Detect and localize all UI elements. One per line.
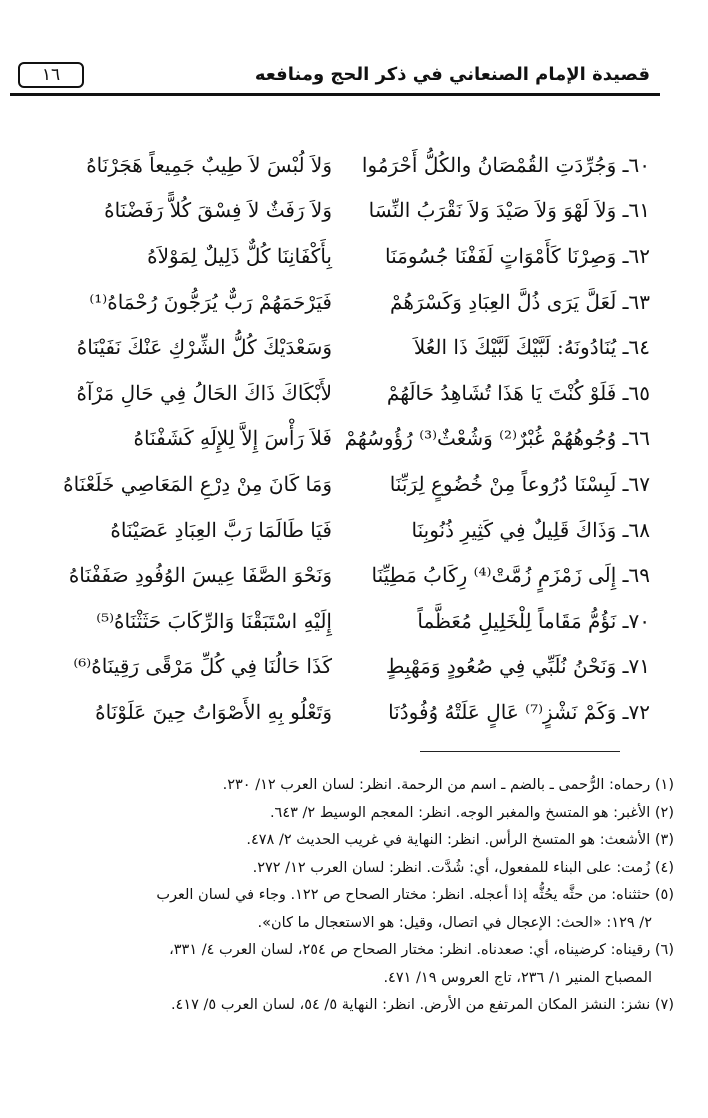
footnote-separator	[420, 751, 620, 752]
verse-first-hemistich: ٧٢ـ وَكَمْ نَشْزٍ⁽⁷⁾ عَالٍ عَلَتْهُ وُفُودُنَا	[388, 699, 650, 724]
verse-60	[50, 142, 650, 188]
verse-first-hemistich: ٦٩ـ إِلَى زَمْزَمٍ زُمَّتْ⁽⁴⁾ رِكَابُ مَطِيِّنَا	[371, 563, 650, 588]
footnote-3: (٣) الأشعث: هو المتسخ الرأس. انظر: النهاية في غريب الحديث ٢/ ٤٧٨.	[246, 832, 674, 848]
verse-first-hemistich: ٧٠ـ نَؤُمُّ مَقَاماً لِلْخَلِيلِ مُعَظَّماً	[417, 608, 650, 633]
page-header	[10, 58, 650, 96]
verse-first-hemistich: ٦٦ـ وُجُوهُهُمْ غُبْرٌ⁽²⁾ وَشُعْثٌ⁽³⁾ رُؤُوسُهُمْ	[344, 426, 650, 451]
footnote-5-continued: ٢/ ١٢٩: «الحث: الإعجال في اتصال، وقيل: هو الاستعجال ما كان».	[257, 914, 652, 931]
verse-63	[50, 279, 650, 325]
verse-64	[50, 324, 650, 370]
verse-second-hemistich: وَتَعْلُو بِهِ الأَصْوَاتُ حِينَ عَلَوْنَاهُ	[95, 699, 332, 724]
verse-70	[50, 598, 650, 644]
footnotes	[30, 772, 674, 1020]
verse-67	[50, 461, 650, 507]
verse-second-hemistich: كَذَا حَالُنَا فِي كُلِّ مَرْقًى رَقِينَاهُ⁽⁶⁾	[73, 654, 332, 679]
verse-first-hemistich: ٦٧ـ لَبِسْنَا دُرُوعاً مِنْ خُضُوعٍ لِرَبِّنَا	[389, 471, 650, 496]
footnote-6-continued: المصباح المنير ١/ ٢٣٦، تاج العروس ١٩/ ٤٧١.	[383, 969, 652, 986]
verse-second-hemistich: إِلَيْهِ اسْتَبَقْنَا وَالرِّكَابَ حَثَثْنَاهُ⁽⁵⁾	[96, 608, 332, 633]
verse-first-hemistich: ٦٥ـ فَلَوْ كُنْتَ يَا هَذَا تُشَاهِدُ حَالَهُمْ	[386, 380, 650, 405]
verse-first-hemistich: ٦٣ـ لَعَلَّ يَرَى ذُلَّ العِبَادِ وَكَسْرَهُمْ	[390, 289, 650, 314]
verse-second-hemistich: وَسَعْدَيْكَ كُلُّ الشِّرْكِ عَنْكَ نَفَيْنَاهُ	[76, 335, 332, 360]
verse-second-hemistich: فَلاَ رَأْسَ إِلاَّ لِلإِلَهِ كَشَفْنَاهُ	[133, 426, 332, 451]
verse-second-hemistich: فَيَا طَالَمَا رَبَّ العِبَادِ عَصَيْنَاهُ	[110, 517, 332, 542]
verse-62	[50, 233, 650, 279]
footnote-1: (١) رحماه: الرُّحمى ـ بالضم ـ اسم من الرحمة. انظر: لسان العرب ١٢/ ٢٣٠.	[222, 777, 674, 793]
footnote-6: (٦) رقيناه: كرضيناه، أي: صعدناه. انظر: مختار الصحاح ص ٢٥٤، لسان العرب ٤/ ٣٣١،	[169, 942, 674, 958]
verse-first-hemistich: ٦٠ـ وَجُرِّدَتِ القُمْصَانُ والكُلُّ أَحْرَمُوا	[361, 152, 650, 177]
verse-second-hemistich: وَنَحْوَ الصَّفَا عِيسَ الوُفُودِ صَفَفْنَاهُ	[68, 563, 332, 588]
footnote-2: (٢) الأغبر: هو المتسخ والمغبر الوجه. انظر: المعجم الوسيط ٢/ ٦٤٣.	[269, 804, 674, 821]
page-number: ١٦	[18, 62, 84, 88]
verse-first-hemistich: ٦٤ـ يُنَادُونَهُ: لَبَّيْكَ لَبَّيْكَ ذَا العُلاَ	[413, 335, 650, 360]
footnote-7: (٧) نشز: النشز المكان المرتفع من الأرض. انظر: النهاية ٥/ ٥٤، لسان العرب ٥/ ٤١٧.	[170, 997, 674, 1013]
verse-second-hemistich: وَلاَ رَفَثٌ لاَ فِسْقَ كُلاًّ رَفَضْنَاهُ	[104, 198, 332, 223]
verse-first-hemistich: ٦٢ـ وَصِرْنَا كَأَمْوَاتٍ لَفَفْنَا جُسُومَنَا	[385, 243, 650, 268]
verse-second-hemistich: وَلاَ لُبْسَ لاَ طِيبٌ جَمِيعاً هَجَرْنَاهُ	[86, 152, 332, 177]
footnote-5: (٥) حثثناه: من حثَّه يحُثُّه إذا أعجله. انظر: مختار الصحاح ص ١٢٢. وجاء في لسان العرب	[156, 887, 674, 903]
verse-69	[50, 552, 650, 598]
verse-first-hemistich: ٦٨ـ وَذَاكَ قَلِيلٌ فِي كَثِيرِ ذُنُوبِنَا	[411, 517, 650, 542]
verse-61	[50, 188, 650, 234]
running-title: قصيدة الإمام الصنعاني في ذكر الحج ومنافعه	[254, 64, 650, 85]
verse-first-hemistich: ٧١ـ وَنَحْنُ نُلَبِّي فِي صُعُودٍ وَمَهْبِطٍ	[385, 654, 650, 679]
footnote-4: (٤) زُمت: على البناء للمفعول، أي: شُدَّت. انظر: لسان العرب ١٢/ ٢٧٢.	[252, 859, 674, 876]
verse-second-hemistich: وَمَا كَانَ مِنْ دِرْعِ المَعَاصِي خَلَعْنَاهُ	[63, 471, 332, 496]
verse-second-hemistich: فَيَرْحَمَهُمْ رَبٌّ يُرَجُّونَ رُحْمَاهُ⁽¹⁾	[89, 289, 332, 314]
header-rule	[10, 93, 660, 96]
verse-65	[50, 370, 650, 416]
verse-second-hemistich: بِأَكْفَانِنَا كُلٌّ ذَلِيلٌ لِمَوْلاَهُ	[147, 243, 332, 268]
poem	[50, 142, 650, 735]
verse-68	[50, 507, 650, 553]
verse-first-hemistich: ٦١ـ وَلاَ لَهْوَ وَلاَ صَيْدَ وَلاَ نَقْرَبُ النِّسَا	[368, 198, 650, 223]
verse-second-hemistich: لأَبْكَاكَ ذَاكَ الحَالُ فِي حَالِ مَرْآهُ	[76, 380, 332, 405]
verse-72	[50, 689, 650, 735]
verse-66	[50, 416, 650, 462]
verse-71	[50, 644, 650, 690]
